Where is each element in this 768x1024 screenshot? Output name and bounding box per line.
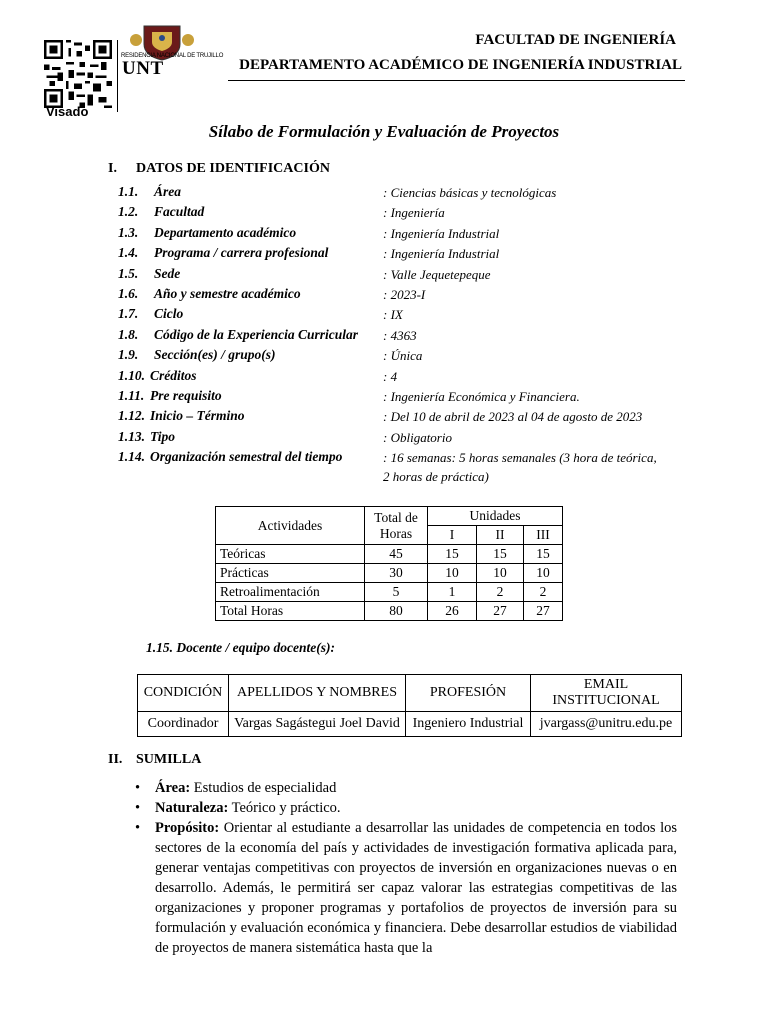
unit-hours: 27 [524,602,563,621]
identification-value: : Ingeniería Económica y Financiera. [383,389,580,404]
total-hours: 5 [365,583,428,602]
sumilla-list [155,778,677,958]
identification-value: : Ingeniería Industrial [383,226,500,241]
section-title: SUMILLA [136,752,202,767]
bullet-label: Naturaleza: [155,800,229,816]
table-row [216,583,563,602]
identification-value: : Del 10 de abril de 2023 al 04 de agosto de 2023 [383,409,643,424]
item-number: 1.5. [118,266,139,281]
unit-hours: 10 [428,564,477,583]
identification-label [118,327,358,343]
item-label: Área [154,184,181,199]
header-profesion: PROFESIÓN [406,675,531,712]
item-label: Inicio – Término [150,408,245,423]
identification-value: : 4 [383,369,398,384]
header-activities: Actividades [216,507,365,545]
item-number: 1.1. [118,184,139,199]
docente-nombre: Vargas Sagástegui Joel David [229,712,406,737]
list-item [155,818,677,958]
item-number: 1.6. [118,286,139,301]
bullet-text: Teórico y práctico. [228,800,341,816]
item-number: 1.4. [118,245,139,260]
unit-hours: 2 [524,583,563,602]
activity-name: Total Horas [216,602,365,621]
identification-value: : Ingeniería Industrial [383,246,500,261]
bullet-label: Área: [155,780,191,796]
identification-label [118,429,175,445]
header-total-hours: Total de Horas [365,507,428,545]
unit-header: II [477,526,524,545]
item-label: Año y semestre académico [154,286,301,301]
visado-label: Visado [46,104,89,119]
item-number: 1.13. [118,429,145,444]
total-hours: 30 [365,564,428,583]
document-title: Sílabo de Formulación y Evaluación de Proyectos [208,122,560,141]
item-label: Tipo [150,429,175,444]
header-divider [117,40,118,112]
item-number: 1.8. [118,327,139,342]
bullet-text: Estudios de especialidad [190,780,337,796]
identification-value: : Única [383,348,423,363]
identification-label [118,306,183,322]
identification-value: : 4363 [383,328,417,343]
identification-label [118,368,197,384]
table-row [138,712,682,737]
bullet-label: Propósito: [155,820,220,836]
identification-value: : Obligatorio [383,430,452,445]
unit-hours: 1 [428,583,477,602]
item-number: 1.3. [118,225,139,240]
header-email: EMAIL INSTITUCIONAL [531,675,682,712]
docentes-heading: 1.15. Docente / equipo docente(s): [146,640,335,655]
header-condicion: CONDICIÓN [138,675,229,712]
docentes-table [137,674,682,737]
docente-condicion: Coordinador [138,712,229,737]
item-label: Pre requisito [150,388,222,403]
item-label: Créditos [150,368,197,383]
header-rule [228,80,685,81]
table-row [216,602,563,621]
identification-label [118,408,245,424]
identification-value-continued: 2 horas de práctica) [383,469,489,484]
list-item [155,798,677,818]
identification-label [118,204,204,220]
item-label: Programa / carrera profesional [154,245,329,260]
item-label: Código de la Experiencia Curricular [154,327,359,342]
item-number: 1.14. [118,449,145,464]
total-hours: 80 [365,602,428,621]
bullet-text: Orientar al estudiante a desarrollar las unidades de competencia en todos los sectores de la economía del país y actividades de investigación formativa aplicada para, generar ventajas competitivas con proyectos de inversión en organizaciones nuevas o en desarrollo. Además, le permitirá ser capaz valorar las estrategias competitivas de las organizaciones y proponer programas y portafolios de proyectos de inversión para su formulación y evaluación económica y financiera. Debe desarrollar estudios de viabilidad de proyectos de manera sistemática hasta que la [155,820,677,956]
identification-value: : Ciencias básicas y tecnológicas [383,185,557,200]
unit-hours: 2 [477,583,524,602]
unit-hours: 26 [428,602,477,621]
item-number: 1.2. [118,204,139,219]
unit-hours: 10 [477,564,524,583]
identification-label [118,225,296,241]
unit-hours: 10 [524,564,563,583]
activity-name: Teóricas [216,545,365,564]
section-title: DATOS DE IDENTIFICACIÓN [136,161,330,176]
section-number: I. [108,161,117,176]
unit-hours: 15 [428,545,477,564]
item-label: Sede [154,266,181,281]
section-number: II. [108,752,123,767]
identification-value: : IX [383,307,403,322]
identification-label [118,347,276,363]
item-number: 1.11. [118,388,145,403]
list-item [155,778,677,798]
identification-label [118,266,180,282]
identification-value: : 2023-I [383,287,426,302]
item-label: Departamento académico [154,225,297,240]
unit-hours: 27 [477,602,524,621]
logo-text: UNT [122,58,164,79]
unit-hours: 15 [524,545,563,564]
docente-email[interactable]: jvargass@unitru.edu.pe [531,712,682,737]
header-apellidos: APELLIDOS Y NOMBRES [229,675,406,712]
logo-small-text: RESIDENCIA NACIONAL DE TRUJILLO [121,53,224,59]
item-label: Organización semestral del tiempo [150,449,343,464]
header-units: Unidades [428,507,563,526]
item-label: Sección(es) / grupo(s) [154,347,276,362]
qr-code [44,40,112,108]
docente-profesion: Ingeniero Industrial [406,712,531,737]
identification-value: : Ingeniería [383,205,445,220]
identification-label [118,286,301,302]
table-row [216,545,563,564]
item-number: 1.7. [118,306,139,321]
identification-label [118,245,328,261]
identification-label [118,449,342,465]
item-label: Ciclo [154,306,184,321]
hours-table [215,506,563,621]
identification-label [118,184,181,200]
identification-label [118,388,222,404]
unit-header: III [524,526,563,545]
identification-value: : 16 semanas: 5 horas semanales (3 hora de teórica, [383,450,657,465]
department-name: DEPARTAMENTO ACADÉMICO DE INGENIERÍA INDUSTRIAL [239,57,682,73]
total-hours: 45 [365,545,428,564]
item-label: Facultad [154,204,205,219]
item-number: 1.12. [118,408,145,423]
faculty-name: FACULTAD DE INGENIERÍA [475,32,676,48]
activity-name: Retroalimentación [216,583,365,602]
item-number: 1.9. [118,347,139,362]
activity-name: Prácticas [216,564,365,583]
table-row [216,564,563,583]
identification-value: : Valle Jequetepeque [383,267,491,282]
item-number: 1.10. [118,368,145,383]
unit-header: I [428,526,477,545]
unit-hours: 15 [477,545,524,564]
